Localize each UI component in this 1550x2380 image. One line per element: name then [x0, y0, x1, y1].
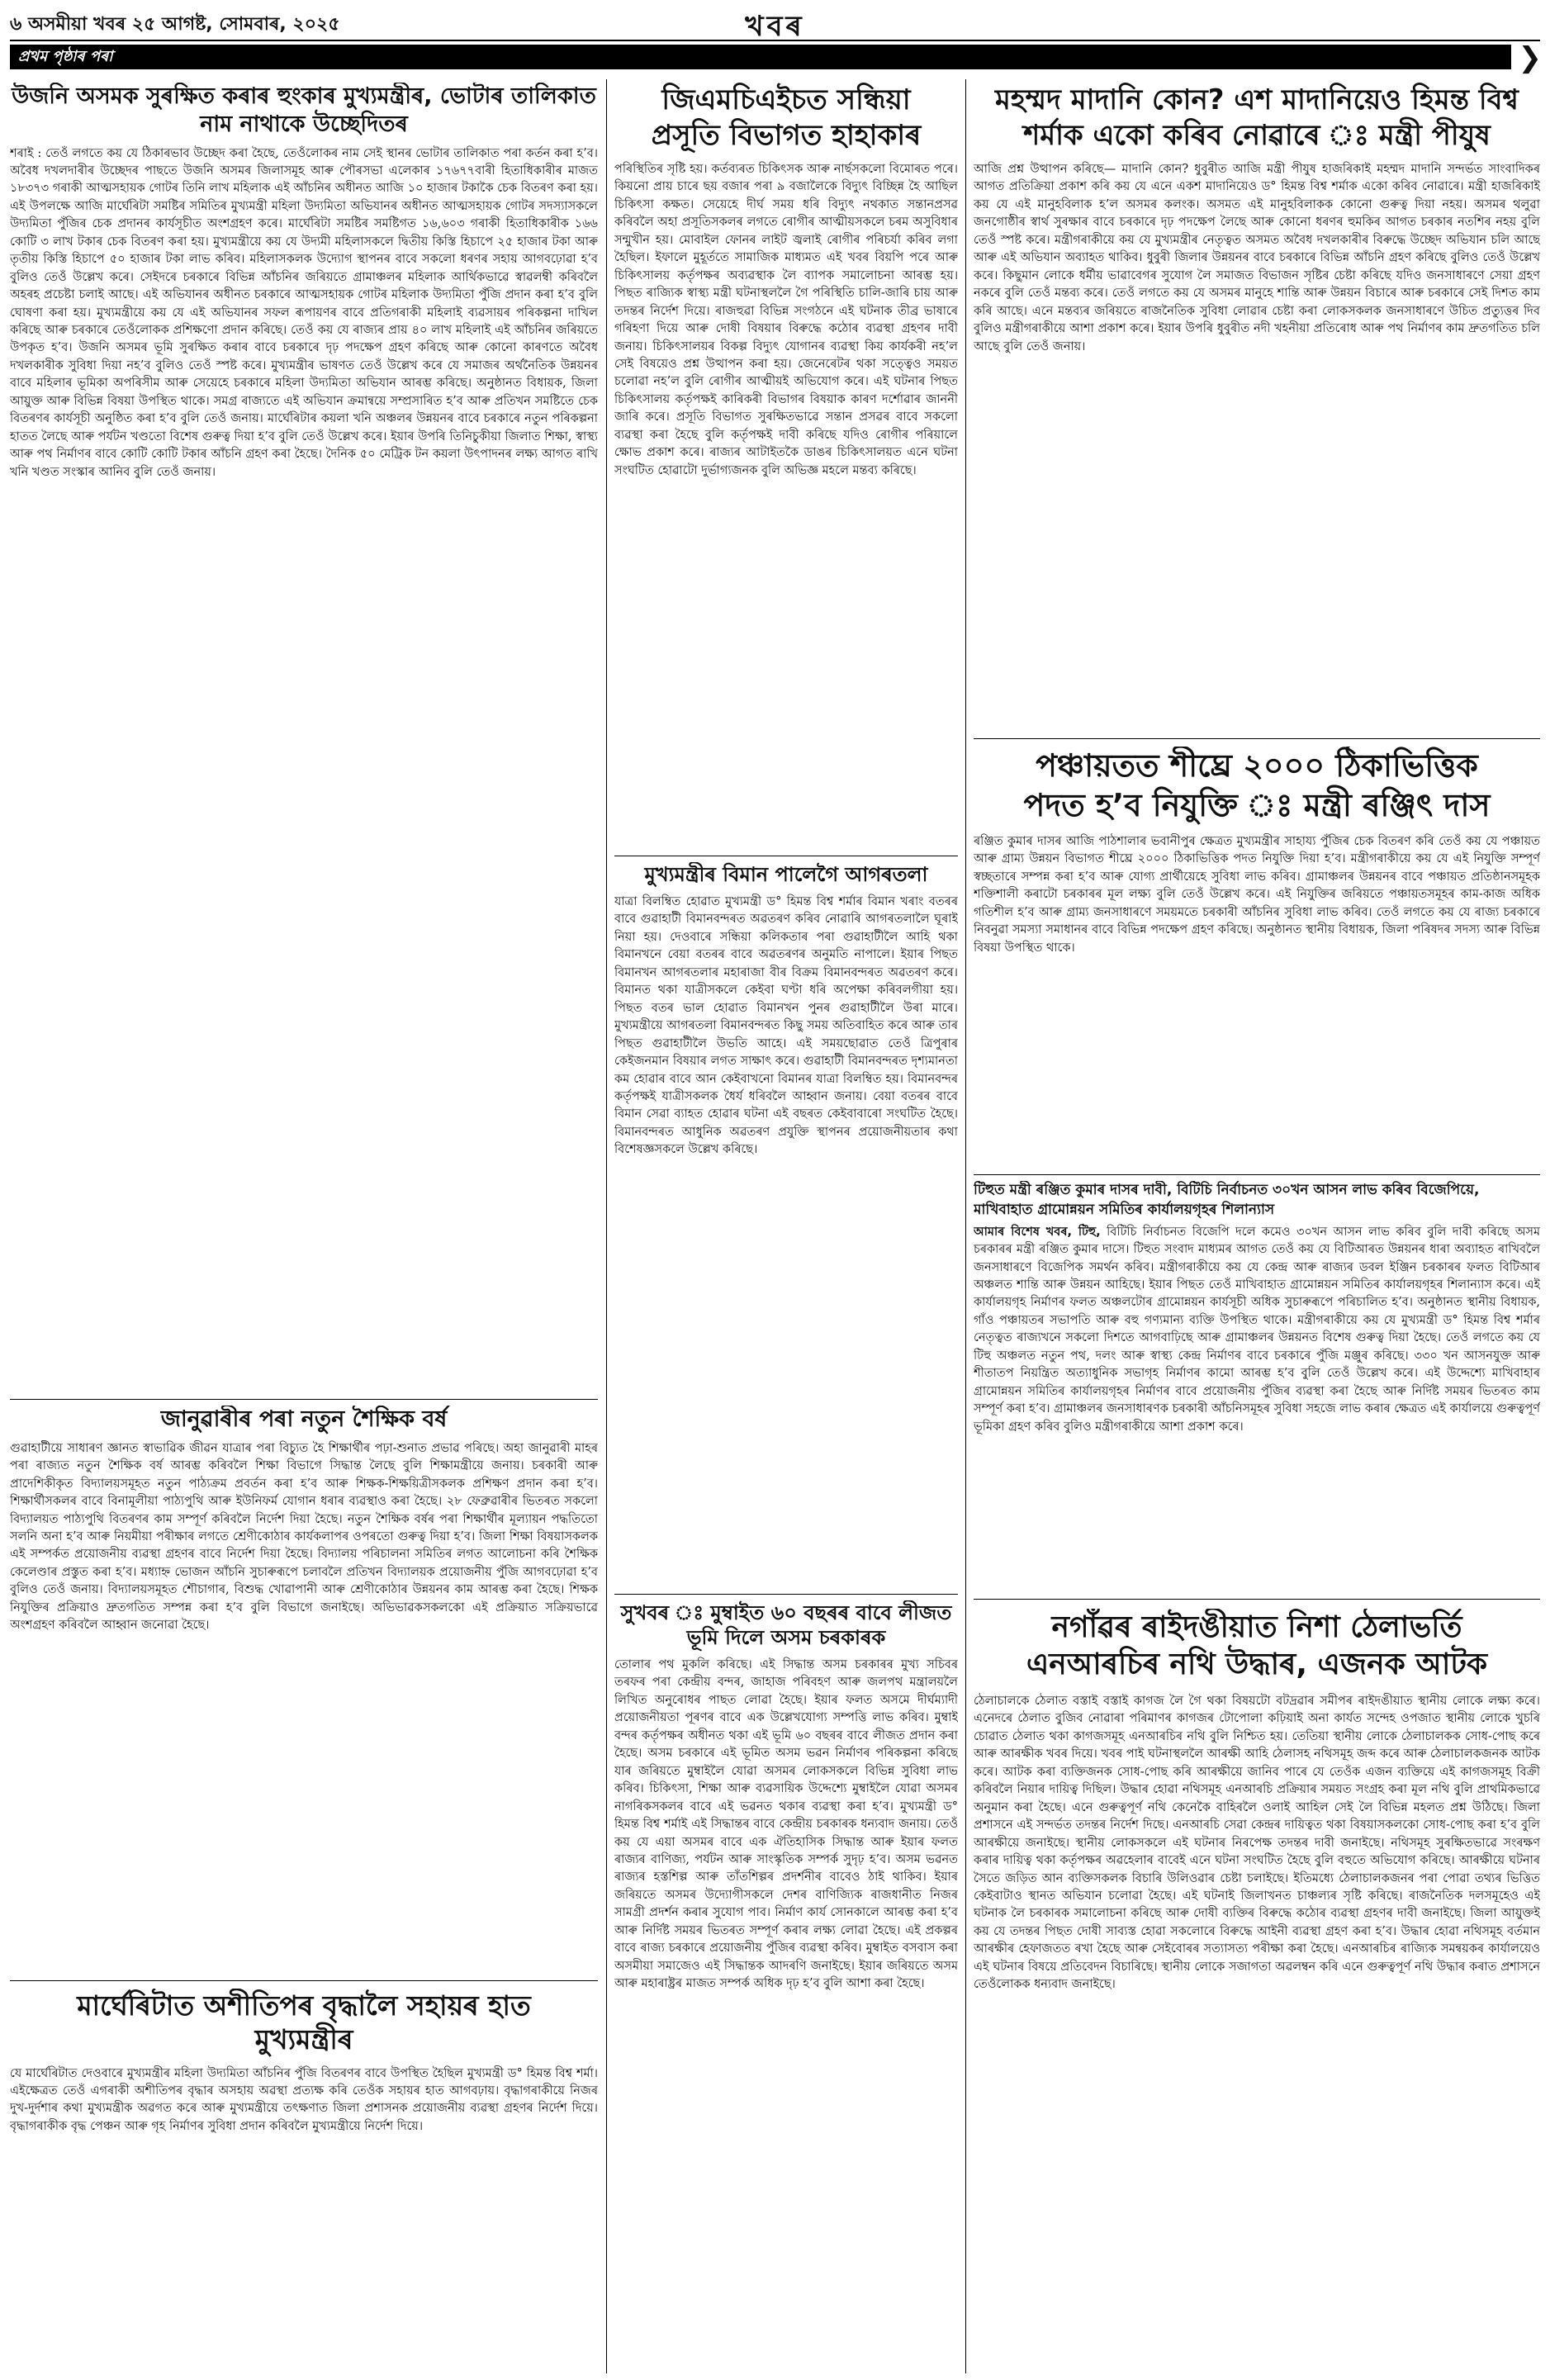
article-body: যে মাৰ্ঘেৰিটাত দেওবাৰে মুখ্যমন্ত্ৰীৰ মহিলা উদ্যমিতা আঁচনিৰ পুঁজি বিতৰণৰ বাবে উপস্থিত হৈছিল মুখ্যমন্ত্ৰী ড° হিমন্ত বিশ্ব শৰ্মা। এইক্ষেত্ৰত তেওঁ এগৰাকী অশীতিপৰ বৃদ্ধাৰ অসহায় অৱস্থা প্ৰত্যক্ষ কৰি তেওঁক সহায়ৰ হাত আগবঢ়ায়। বৃদ্ধাগৰাকীয়ে নিজৰ দুখ-দুৰ্দশাৰ কথা মুখ্যমন্ত্ৰীক অৱগত কৰে আৰু মুখ্যমন্ত্ৰীয়ে তৎক্ষণাত জিলা প্ৰশাসনক প্ৰয়োজনীয় ব্যৱস্থা গ্ৰহণৰ নিৰ্দেশ দিয়ে। বৃদ্ধাগৰাকীক বৃদ্ধ পেঞ্চন আৰু গৃহ নিৰ্মাণৰ সুবিধা প্ৰদান কৰিবলৈ মুখ্যমন্ত্ৰীয়ে নিৰ্দেশ দিয়ে। [10, 2066, 598, 2133]
headline: মহম্মদ মাদানি কোন? এশ মাদানিয়েও হিমন্ত বিশ্ব শৰ্মাক একো কৰিব নোৱাৰে ঃ মন্ত্ৰী পীযুষ [995, 83, 1519, 152]
article-body: বিটিচি নিৰ্বাচনত বিজেপি দলে কমেও ৩০খন আসন লাভ কৰিব বুলি দাবী কৰিছে অসম চৰকাৰৰ মন্ত্ৰী ৰঞ্জিত কুমাৰ দাসে। টিহুত সংবাদ মাধ্যমৰ আগত তেওঁ কয় যে বিটিআৰত উন্নয়নৰ ধাৰা অব্যাহত ৰাখিবলৈ জনসাধাৰণে বিজেপিক সমৰ্থন কৰিব। মন্ত্ৰীগৰাকীয়ে কয় যে কেন্দ্ৰ আৰু ৰাজ্যৰ ডবল ইঞ্জিন চৰকাৰৰ ফলত বিটিআৰ অঞ্চলত শান্তি আৰু উন্নয়ন আহিছে। ইয়াৰ পিছত তেওঁ মাখিবাহাত গ্ৰামোন্নয়ন সমিতিৰ কাৰ্যালয়গৃহৰ শিলান্যাস কৰে। এই কাৰ্যালয়গৃহ নিৰ্মাণৰ ফলত অঞ্চলটোৰ গ্ৰামোন্নয়ন কাৰ্যসূচী অধিক সুচাৰুৰূপে পৰিচালিত হ’ব। অনুষ্ঠানত স্থানীয় বিধায়ক, গাঁও পঞ্চায়তৰ সভাপতি আৰু বহু গণ্যমান্য ব্যক্তি উপস্থিত থাকে। মন্ত্ৰীগৰাকীয়ে কয় যে মুখ্যমন্ত্ৰী ড° হিমন্ত বিশ্ব শৰ্মাৰ নেতৃত্বত ৰাজ্যখনে সকলো দিশতে আগবাঢ়িছে আৰু গ্ৰামাঞ্চলৰ উন্নয়নত বিশেষ গুৰুত্ব দিয়া হৈছে। তেওঁ লগতে কয় যে টিহু অঞ্চলত নতুন পথ, দলং আৰু স্বাস্থ্য কেন্দ্ৰ নিৰ্মাণৰ বাবে চৰকাৰে পুঁজি মঞ্জুৰ কৰিছে। ৩৩০ খন আসনযুক্ত আৰু শীতাতপ নিয়ন্ত্ৰিত অত্যাধুনিক সভাগৃহ নিৰ্মাণৰ কামো আৰম্ভ হ’ব বুলি তেওঁ উল্লেখ কৰে। এই উদ্দেশ্যে মাখিবাহাৰ গ্ৰামোন্নয়ন সমিতিৰ কাৰ্যালয়গৃহৰ নিৰ্মাণৰ বাবে প্ৰয়োজনীয় পুঁজিৰ ব্যৱস্থা কৰা হৈছে আৰু নিৰ্দিষ্ট সময়ৰ ভিতৰত কাম সম্পূৰ্ণ কৰা হ’ব। গ্ৰামাঞ্চলৰ জনসাধাৰণক চৰকাৰী আঁচনিসমূহৰ সুবিধা সহজে লাভ কৰাৰ ক্ষেত্ৰত এই কাৰ্যালয়ে গুৰুত্বপূৰ্ণ ভূমিকা গ্ৰহণ কৰিব বুলিও মন্ত্ৰীগৰাকীয়ে আশা প্ৰকাশ কৰে। [974, 1225, 1540, 1434]
continued-label: প্ৰথম পৃষ্ঠাৰ পৰা [18, 48, 113, 65]
headline: পঞ্চায়তত শীঘ্ৰে ২০০০ ঠিকাভিত্তিক পদত হ’ব নিযুক্তি ঃ মন্ত্ৰী ৰঞ্জিৎ দাস [1023, 747, 1491, 823]
article-school-year [10, 1406, 598, 1975]
column-divider [965, 79, 966, 2373]
page-date-line: ৬ অসমীয়া খবৰ ২৫ আগষ্ট, সোমবাৰ, ২০২৫ [10, 14, 340, 35]
article-divider [614, 1594, 958, 1595]
article-nrc-documents [974, 1609, 1540, 2373]
column-divider [606, 79, 607, 2373]
headline: মাৰ্ঘেৰিটাত অশীতিপৰ বৃদ্ধালৈ সহায়ৰ হাত মুখ্যমন্ত্ৰীৰ [77, 1989, 531, 2056]
article-gmch-maternity [614, 83, 958, 851]
headline: জিএমচিএইচত সন্ধিয়া প্ৰসূতি বিভাগত হাহাকাৰ [651, 83, 922, 152]
headline: সুখবৰ ঃ মুম্বাইত ৬০ বছৰৰ বাবে লীজত ভূমি দিলে অসম চৰকাৰক [620, 1601, 952, 1649]
article-body: গুৱাহাটীয়ে সাধাৰণ জ্ঞানত স্বাভাৱিক জীৱন যাত্ৰাৰ পৰা বিচ্যুত হৈ শিক্ষাৰ্থীৰ পঢ়া-শুনাত প্ৰভাৱ পৰিছে। অহা জানুৱাৰী মাহৰ পৰা ৰাজ্যত নতুন শৈক্ষিক বৰ্ষ আৰম্ভ কৰিবলৈ শিক্ষা বিভাগে সিদ্ধান্ত লৈছে বুলি শিক্ষামন্ত্ৰীয়ে জনায়। চৰকাৰী আৰু প্ৰাদেশিকীকৃত বিদ্যালয়সমূহত নতুন পাঠ্যক্ৰম প্ৰবৰ্তন কৰা হ’ব আৰু শিক্ষক-শিক্ষয়িত্ৰীসকলক প্ৰশিক্ষণ প্ৰদান কৰা হ’ব। শিক্ষাৰ্থীসকলৰ বাবে বিনামূলীয়া পাঠ্যপুথি আৰু ইউনিফৰ্ম যোগান ধৰাৰ ব্যৱস্থাও কৰা হৈছে। ২৮ ফেব্ৰুৱাৰীৰ ভিতৰত সকলো বিদ্যালয়ত পাঠ্যপুথি বিতৰণৰ কাম সম্পূৰ্ণ কৰিবলৈ নিৰ্দেশ দিয়া হৈছে। নতুন শৈক্ষিক বৰ্ষৰ পৰা শিক্ষাৰ্থীৰ মূল্যায়ন পদ্ধতিতো সলনি অনা হ’ব আৰু নিয়মীয়া পৰীক্ষাৰ লগতে শ্ৰেণীকোঠাৰ কাৰ্যকলাপৰ ওপৰতো গুৰুত্ব দিয়া হ’ব। জিলা শিক্ষা বিষয়াসকলক এই সম্পৰ্কত প্ৰয়োজনীয় ব্যৱস্থা গ্ৰহণৰ বাবে নিৰ্দেশ দিয়া হৈছে। বিদ্যালয় পৰিচালনা সমিতিৰ লগত আলোচনা কৰি শৈক্ষিক কেলেণ্ডাৰ প্ৰস্তুত কৰা হ’ব। মধ্যাহ্ন ভোজন আঁচনি সুচাৰুৰূপে চলাবলৈ প্ৰতিখন বিদ্যালয়ক প্ৰয়োজনীয় পুঁজি আগবঢ়োৱা হ’ব বুলিও তেওঁ জনায়। বিদ্যালয়সমূহত শৌচাগাৰ, বিশুদ্ধ খোৱাপানী আৰু শ্ৰেণীকোঠাৰ উন্নয়নৰ কাম আৰম্ভ কৰা হৈছে। শিক্ষক নিযুক্তিৰ প্ৰক্ৰিয়াও দ্ৰুতগতিত সম্পন্ন কৰা হ’ব বুলি বিভাগে জনাইছে। অভিভাৱকসকলকো এই প্ৰক্ৰিয়াত সক্ৰিয়ভাৱে অংশগ্ৰহণ কৰিবলৈ আহ্বান জনোৱা হৈছে। [10, 1441, 598, 1633]
article-divider [974, 738, 1540, 739]
headline: মুখ্যমন্ত্ৰীৰ বিমান পালেগৈ আগৰতলা [644, 863, 928, 886]
article-divider [10, 1980, 598, 1981]
article-divider [974, 1174, 1540, 1175]
article-margherita-elderly [10, 1989, 598, 2373]
article-body: শৰাই : তেওঁ লগতে কয় যে ঠিকাৰভাব উচ্ছেদ কৰা হৈছে, তেওঁলোকৰ নাম সেই স্থানৰ ভোটাৰ তালিকাত পৰা কৰ্তন কৰা হ’ব। অবৈধ দখলদাৰীৰ উচ্ছেদৰ পাছতে উজনি অসমৰ জিলাসমূহ আৰু পৌৰসভা এলেকাৰ ১৭৬৭৭বাৰী হিতাধিকাৰীৰ মাজত ১৮৩৭৩ গৰাকী আত্মসহায়ক গোটৰ তিনি লাখ মহিলাক এই আঁচনিৰ অধীনত আজি ১০ হাজাৰ টকাকৈ চেক বিতৰণ কৰা হয়। এই উপলক্ষে আজি মাৰ্ঘেৰিটা সমষ্টিৰ সমিতিৰ মুখ্যমন্ত্ৰী মহিলা উদ্যমিতা অভিযানৰ অধীনত আত্মসহায়ক গোটৰ সদস্যাসকলে উদ্যমিতা পুঁজিৰ চেক প্ৰদানৰ কাৰ্যসূচীত অংশগ্ৰহণ কৰে। মাৰ্ঘেৰিটা সমষ্টিৰ সমষ্টিগত ১৬,৬০৩ গৰাকী হিতাধিকাৰীক ১৬৬ কোটি ৩ লাখ টকাৰ চেক বিতৰণ কৰা হয়। মুখ্যমন্ত্ৰীয়ে কয় যে উদ্যমী মহিলাসকলে দ্বিতীয় কিস্তি হিচাপে ২৫ হাজাৰ টকা আৰু তৃতীয় কিস্তি হিচাপে ৫০ হাজাৰ টকা লাভ কৰিব। মহিলাসকলক উদ্যোগ স্থাপনৰ বাবে সকলো ধৰণৰ সহায় আগবঢ়োৱা হ’ব বুলিও তেওঁ উল্লেখ কৰে। সেইদৰে চৰকাৰে বিভিন্ন আঁচনিৰ জৰিয়তে গ্ৰামাঞ্চলৰ মহিলাক আৰ্থিকভাৱে স্বাৱলম্বী কৰিবলৈ অহৰহ প্ৰচেষ্টা চলাই আছে। এই অভিযানৰ অধীনত চৰকাৰে আত্মসহায়ক গোটৰ মহিলাক উদ্যমিতা পুঁজি প্ৰদান কৰা হ’ব বুলি ঘোষণা কৰা হয়। মুখ্যমন্ত্ৰীয়ে কয় যে এই অভিযানৰ সফল ৰূপায়ণৰ বাবে প্ৰতিগৰাকী মহিলাই ব্যৱসায়ৰ পৰিকল্পনা দাখিল কৰিছে আৰু চৰকাৰে তেওঁলোকক প্ৰশিক্ষণো প্ৰদান কৰিছে। তেওঁ কয় যে ৰাজ্যৰ প্ৰায় ৪০ লাখ মহিলাই এই আঁচনিৰ জৰিয়তে উপকৃত হ’ব। উজনি অসমৰ ভূমি সুৰক্ষিত কৰাৰ বাবে চৰকাৰে দৃঢ় পদক্ষেপ গ্ৰহণ কৰিছে আৰু কোনো কাৰণতে অবৈধ দখলকাৰীক সুবিধা দিয়া নহ’ব বুলিও তেওঁ স্পষ্ট কৰে। মুখ্যমন্ত্ৰীৰ ভাষণত তেওঁ উল্লেখ কৰে যে সমাজৰ অৰ্থনৈতিক উন্নয়নৰ বাবে মহিলাৰ ভূমিকা অপৰিসীম আৰু সেয়েহে চৰকাৰে মহিলা উদ্যমিতা অভিযান আৰম্ভ কৰিছে। অনুষ্ঠানত বিধায়ক, জিলা আয়ুক্ত আৰু বিভিন্ন বিষয়া উপস্থিত থাকে। সমগ্ৰ ৰাজ্যতে এই অভিযান ক্ৰমান্বয়ে সম্প্ৰসাৰিত হ’ব আৰু প্ৰতিখন সমষ্টিতে চেক বিতৰণৰ কাৰ্যসূচী অনুষ্ঠিত কৰা হ’ব বুলি তেওঁ জনায়। মাৰ্ঘেৰিটাৰ কয়লা খনি অঞ্চলৰ উন্নয়নৰ বাবে চৰকাৰে নতুন পৰিকল্পনা হাতত লৈছে আৰু পৰ্যটন খণ্ডতো বিশেষ গুৰুত্ব দিয়া হ’ব বুলি তেওঁ উল্লেখ কৰে। ইয়াৰ উপৰি তিনিচুকীয়া জিলাত শিক্ষা, স্বাস্থ্য আৰু পথ নিৰ্মাণৰ বাবে কোটি কোটি টকাৰ আঁচনি গ্ৰহণ কৰা হৈছে। দৈনিক ৫০ মেট্ৰিক টন কয়লা উৎপাদনৰ লক্ষ্য আগত ৰাখি খনি খণ্ডত সংস্কাৰ আনিব বুলি তেওঁ জনায়। [10, 146, 598, 479]
section-title: খবৰ [745, 10, 805, 43]
article-mumbai-land [614, 1600, 958, 2373]
article-body: আজি প্ৰশ্ন উত্থাপন কৰিছে— মাদানি কোন? ধুবুৰীত আজি মন্ত্ৰী পীযুষ হাজৰিকাই মহম্মদ মাদানি সন্দৰ্ভত সাংবাদিকৰ আগত প্ৰতিক্ৰিয়া প্ৰকাশ কৰি কয় যে এনে একশ মাদানিয়েও ড° হিমন্ত বিশ্ব শৰ্মাক একো কৰিব নোৱাৰে। মন্ত্ৰী হাজৰিকাই কয় যে এই মানুহবিলাক হ’ল অসমৰ কলংক। অসমত এই মানুহবিলাকক কোনো গুৰুত্ব দিয়া নহয়। অসমৰ থলুৱা জনগোষ্ঠীৰ স্বাৰ্থ সুৰক্ষাৰ বাবে চৰকাৰে দৃঢ় পদক্ষেপ লৈছে আৰু কোনো ধৰণৰ হুমকিৰ আগত চৰকাৰ নতশিৰ নহয় বুলি তেওঁ স্পষ্ট কৰে। মন্ত্ৰীগৰাকীয়ে কয় যে মুখ্যমন্ত্ৰীৰ নেতৃত্বত অসমত অবৈধ দখলকাৰীৰ বিৰুদ্ধে উচ্ছেদ অভিযান চলি আছে আৰু এই অভিযান অব্যাহত থাকিব। ধুবুৰী জিলাৰ উন্নয়নৰ বাবে চৰকাৰে বিভিন্ন আঁচনি গ্ৰহণ কৰিছে বুলিও তেওঁ উল্লেখ কৰে। কিছুমান লোকে ধৰ্মীয় ভাৱাবেগৰ সুযোগ লৈ সমাজত বিভাজন সৃষ্টিৰ চেষ্টা কৰিছে যদিও জনসাধাৰণে সেয়া গ্ৰহণ নকৰে বুলি তেওঁ মন্তব্য কৰে। তেওঁ লগতে কয় যে অসমৰ মানুহে শান্তি আৰু উন্নয়ন বিচাৰে আৰু চৰকাৰে সেই দিশত কাম কৰি আছে। এনে মন্তব্যৰ জৰিয়তে ৰাজনৈতিক সুবিধা লোৱাৰ চেষ্টা কৰা লোকসকলক জনসাধাৰণে উচিত প্ৰত্যুত্তৰ দিব বুলিও মন্ত্ৰীগৰাকীয়ে আশা প্ৰকাশ কৰে। ইয়াৰ উপৰি ধুবুৰীত নদী খহনীয়া প্ৰতিৰোধ আৰু পথ নিৰ্মাণৰ কাম দ্ৰুতগতিত চলি আছে বুলি তেওঁ জনায়। [974, 163, 1540, 353]
headline: জানুৱাৰীৰ পৰা নতুন শৈক্ষিক বৰ্ষ [160, 1406, 448, 1432]
byline: আমাৰ বিশেষ খবৰ, টিহু, [974, 1225, 1101, 1239]
continued-from-front-bar [10, 45, 1511, 69]
corner-arrow-icon: ❯ [1518, 41, 1542, 74]
article-body: তোলাৰ পথ মুকলি কৰিছে। এই সিদ্ধান্ত অসম চৰকাৰৰ মুখ্য সচিবৰ তৰফৰ পৰা কেন্দ্ৰীয় বন্দৰ, জাহাজ পৰিবহণ আৰু জলপথ মন্ত্ৰালয়লৈ লিখিত অনুৰোধৰ পাছত লোৱা হৈছে। ইয়াৰ ফলত অসমে দীৰ্ঘম্যাদী প্ৰয়োজনীয়তা পূৰণৰ বাবে এক উল্লেখযোগ্য সম্পত্তি লাভ কৰিব। মুম্বাই বন্দৰ কৰ্তৃপক্ষৰ অধীনত থকা এই ভূমি ৬০ বছৰৰ বাবে লীজত প্ৰদান কৰা হৈছে। অসম চৰকাৰে এই ভূমিত অসম ভৱন নিৰ্মাণৰ পৰিকল্পনা কৰিছে যাৰ জৰিয়তে মুম্বাইলৈ যোৱা অসমৰ লোকসকলে বিভিন্ন সুবিধা লাভ কৰিব। চিকিৎসা, শিক্ষা আৰু ব্যৱসায়িক উদ্দেশ্যে মুম্বাইলৈ যোৱা অসমৰ নাগৰিকসকলৰ বাবে এই ভৱনত থকাৰ ব্যৱস্থা কৰা হ’ব। মুখ্যমন্ত্ৰী ড° হিমন্ত বিশ্ব শৰ্মাই এই সিদ্ধান্তৰ বাবে কেন্দ্ৰীয় চৰকাৰক ধন্যবাদ জনায়। তেওঁ কয় যে এয়া অসমৰ বাবে এক ঐতিহাসিক সিদ্ধান্ত আৰু ইয়াৰ ফলত ৰাজ্যৰ বাণিজ্য, পৰ্যটন আৰু সাংস্কৃতিক সম্পৰ্ক সুদৃঢ় হ’ব। অসম ভৱনত ৰাজ্যৰ হস্তশিল্প আৰু তাঁতশিল্পৰ প্ৰদৰ্শনীৰ বাবেও ঠাই থাকিব। ইয়াৰ জৰিয়তে অসমৰ উদ্যোগীসকলে দেশৰ বাণিজ্যিক ৰাজধানীত নিজৰ সামগ্ৰী প্ৰদৰ্শন কৰাৰ সুযোগ পাব। নিৰ্মাণ কাৰ্য সোনকালে আৰম্ভ কৰা হ’ব আৰু নিৰ্দিষ্ট সময়ৰ ভিতৰত সম্পূৰ্ণ কৰাৰ লক্ষ্য লোৱা হৈছে। এই প্ৰকল্পৰ বাবে ৰাজ্য চৰকাৰে প্ৰয়োজনীয় পুঁজিৰ ব্যৱস্থা কৰিব। মুম্বাইত বসবাস কৰা অসমীয়া সমাজেও এই সিদ্ধান্তক আদৰণি জনাইছে। ইয়াৰ জৰিয়তে অসম আৰু মহাৰাষ্ট্ৰৰ মাজত সম্পৰ্ক অধিক দৃঢ় হ’ব বুলি আশা কৰা হৈছে। [614, 1658, 958, 1991]
article-body: ৰঞ্জিত কুমাৰ দাসৰ আজি পাঠশালাৰ ভবানীপুৰ ক্ষেত্ৰত মুখ্যমন্ত্ৰীৰ সাহায্য পুঁজিৰ চেক বিতৰণ কৰি তেওঁ কয় যে পঞ্চায়ত আৰু গ্ৰাম্য উন্নয়ন বিভাগত শীঘ্ৰে ২০০০ ঠিকাভিত্তিক পদত নিযুক্তি দিয়া হ’ব। মন্ত্ৰীগৰাকীয়ে কয় যে এই নিযুক্তি সম্পূৰ্ণ স্বচ্ছতাৰে সম্পন্ন কৰা হ’ব আৰু যোগ্য প্ৰাৰ্থীয়েহে সুবিধা লাভ কৰিব। গ্ৰামাঞ্চলৰ উন্নয়নৰ বাবে পঞ্চায়ত প্ৰতিষ্ঠানসমূহক শক্তিশালী কৰাটো চৰকাৰৰ মূল লক্ষ্য বুলি তেওঁ উল্লেখ কৰে। এই নিযুক্তিৰ জৰিয়তে পঞ্চায়তসমূহৰ কাম-কাজ অধিক গতিশীল হ’ব আৰু গ্ৰাম্য জনসাধাৰণে সময়মতে চৰকাৰী আঁচনিৰ সুবিধা লাভ কৰিব। তেওঁ লগতে কয় যে ৰাজ্য চৰকাৰে নিবনুৱা সমস্যা সমাধানৰ বাবে বিভিন্ন পদক্ষেপ গ্ৰহণ কৰিছে। অনুষ্ঠানত স্থানীয় বিধায়ক, জিলা পৰিষদৰ সদস্য আৰু বিভিন্ন বিষয়া উপস্থিত থাকে। [974, 835, 1540, 955]
headline: উজনি অসমক সুৰক্ষিত কৰাৰ হুংকাৰ মুখ্যমন্ত্ৰীৰ, ভোটাৰ তালিকাত নাম নাথাকে উচ্ছেদিতৰ [12, 83, 596, 137]
article-madani [974, 83, 1540, 733]
article-left-top [10, 83, 598, 1394]
article-body: পৰিস্থিতিৰ সৃষ্টি হয়। কৰ্তব্যৰত চিকিৎসক আৰু নাৰ্ছসকলো বিমোৰত পৰে। কিয়নো প্ৰায় চাৰে ছয় বজাৰ পৰা ৯ বজালৈকে বিদ্যুৎ বিচ্ছিন্ন হৈ আছিল চিকিৎসা কক্ষত। সেয়েহে দীৰ্ঘ সময় ধৰি বিদ্যুৎ নথকাত সন্তানপ্ৰসৱ কৰিবলৈ অহা প্ৰসূতিসকলৰ লগতে ৰোগীৰ আত্মীয়সকলে চৰম অসুবিধাৰ সন্মুখীন হয়। মোবাইল ফোনৰ লাইট জ্বলাই ৰোগীৰ পৰিচৰ্যা কৰিব লগা হৈছিল। ইফালে মুহূৰ্ততে সামাজিক মাধ্যমত এই খবৰ বিয়পি পৰে আৰু চিকিৎসালয় কৰ্তৃপক্ষৰ অব্যৱস্থাক লৈ ব্যাপক সমালোচনা আৰম্ভ হয়। পিছত ৰাজ্যিক স্বাস্থ্য মন্ত্ৰী ঘটনাস্থললৈ গৈ পৰিস্থিতি চালি-জাৰি চায় আৰু তদন্তৰ নিৰ্দেশ দিয়ে। ৰাজহুৱা বিভিন্ন সংগঠনে এই ঘটনাক তীব্ৰ ভাষাৰে গৰিহণা দিয়ে আৰু দোষী বিষয়াৰ বিৰুদ্ধে কঠোৰ ব্যৱস্থা গ্ৰহণৰ দাবী জনায়। চিকিৎসালয়ৰ বিকল্প বিদ্যুৎ যোগানৰ ব্যৱস্থা কিয় কাৰ্যকৰী নহ’ল সেই বিষয়েও প্ৰশ্ন উত্থাপন কৰা হয়। জেনেৰেটৰ থকা সত্ত্বেও সময়ত চলোৱা নহ’ল বুলি ৰোগীৰ আত্মীয়ই অভিযোগ কৰে। এই ঘটনাৰ পিছত চিকিৎসালয় কৰ্তৃপক্ষই কাৰিকৰী বিভাগৰ বিষয়াক কাৰণ দৰ্শোৱাৰ জাননী জাৰি কৰে। প্ৰসূতি বিভাগত সুৰক্ষিতভাৱে সন্তান প্ৰসৱৰ বাবে সকলো ব্যৱস্থা কৰা হৈছে বুলি কৰ্তৃপক্ষই দাবী কৰিছে যদিও ৰোগীৰ পৰিয়ালে ক্ষোভ প্ৰকাশ কৰে। ৰাজ্যৰ আটাইতকৈ ডাঙৰ চিকিৎসালয়ত এনে ঘটনা সংঘটিত হোৱাটো দুৰ্ভাগ্যজনক বুলি অভিজ্ঞ মহলে মন্তব্য কৰিছে। [614, 163, 958, 477]
headline: নগাঁৱৰ ৰাইদঙীয়াত নিশা ঠেলাভৰ্তি এনআৰচিৰ নথি উদ্ধাৰ, এজনক আটক [1026, 1610, 1488, 1681]
masthead [10, 5, 1540, 41]
article-cm-flight [614, 862, 958, 1589]
article-panchayat-posts [974, 747, 1540, 1169]
article-body: ঠেলাচালকে ঠেলাত বস্তাই বস্তাই কাগজ লৈ গৈ থকা বিষয়টো বটদ্ৰৱাৰ সমীপৰ ৰাইদঙীয়াত স্থানীয় লোকে লক্ষ্য কৰে। এনেদৰে ঠেলাত বুজিব নোৱাৰা পৰিমাণৰ কাগজৰ টোপোলা কঢ়িয়াই অনা কাৰ্যত সন্দেহ ওপজাত স্থানীয় লোকে খুচৰি চোৱাত ঠেলাত থকা কাগজসমূহ এনআৰচিৰ নথি বুলি নিশ্চিত হয়। তেতিয়া স্থানীয় লোকে ঠেলাচালকক সোধ-পোছ কৰে আৰু আৰক্ষীক খবৰ দিয়ে। খবৰ পাই ঘটনাস্থললৈ আৰক্ষী আহি ঠেলাসহ নথিসমূহ জব্দ কৰে আৰু ঠেলাচালকজনক আটক কৰে। আটক কৰা ব্যক্তিজনক সোধ-পোছ কৰি আৰক্ষীয়ে জানিব পাৰে যে তেওঁক এজন ব্যক্তিয়ে এই কাগজসমূহ বিক্ৰী কৰিবলৈ নিয়াৰ দায়িত্ব দিছিল। উদ্ধাৰ হোৱা নথিসমূহ এনআৰচি প্ৰক্ৰিয়াৰ সময়ত সংগ্ৰহ কৰা মূল নথি বুলি প্ৰাথমিকভাৱে অনুমান কৰা হৈছে। এনে গুৰুত্বপূৰ্ণ নথি কেনেকৈ বাহিৰলৈ ওলাই আহিল সেই লৈ বিভিন্ন মহলত প্ৰশ্ন উঠিছে। জিলা প্ৰশাসনে এই সন্দৰ্ভত তদন্তৰ নিৰ্দেশ দিছে। এনআৰচি সেৱা কেন্দ্ৰৰ দায়িত্বত থকা বিষয়াসকলকো সোধ-পোছ কৰা হ’ব বুলি আৰক্ষীয়ে জনাইছে। স্থানীয় লোকসকলে এই ঘটনাৰ নিৰপেক্ষ তদন্তৰ দাবী জনাইছে। নথিসমূহ সুৰক্ষিতভাৱে সংৰক্ষণ কৰাৰ দায়িত্ব থকা কৰ্তৃপক্ষৰ অৱহেলাৰ বাবেই এনে ঘটনা সংঘটিত হৈছে বুলি বহুতে অভিযোগ কৰিছে। আৰক্ষীয়ে ঘটনাৰ সৈতে জড়িত আন ব্যক্তিসকলক বিচাৰি উলিওৱাৰ চেষ্টা চলাইছে। ইতিমধ্যে ঠেলাচালকজনৰ পৰা পোৱা তথ্যৰ ভিত্তিত কেইবাটাও স্থানত অভিযান চলোৱা হৈছে। এই ঘটনাই জিলাখনত চাঞ্চল্যৰ সৃষ্টি কৰিছে। ৰাজনৈতিক দলসমূহেও এই ঘটনাক লৈ চৰকাৰক সমালোচনা কৰিছে আৰু দোষী ব্যক্তিৰ বিৰুদ্ধে কঠোৰ ব্যৱস্থা গ্ৰহণৰ দাবী জনাইছে। জিলা আয়ুক্তই কয় যে তদন্তৰ পিছত দোষী সাব্যস্ত হোৱা সকলোৰে বিৰুদ্ধে আইনী ব্যৱস্থা গ্ৰহণ কৰা হ’ব। উদ্ধাৰ হোৱা নথিসমূহ বৰ্তমান আৰক্ষীৰ হেফাজতত ৰখা হৈছে আৰু সেইবোৰৰ সত্যাসত্য পৰীক্ষা কৰা হৈছে। এনআৰচিৰ ৰাজ্যিক সমন্বয়কৰ কাৰ্যালয়েও এই ঘটনাৰ বিষয়ে প্ৰতিবেদন বিচাৰিছে। স্থানীয় লোকে সজাগতা অৱলম্বন কৰি এনে গুৰুত্বপূৰ্ণ নথি উদ্ধাৰ কৰাত প্ৰশাসনে তেওঁলোকক ধন্যবাদ জনাইছে। [974, 1695, 1540, 1992]
kicker-headline: টিহুত মন্ত্ৰী ৰঞ্জিত কুমাৰ দাসৰ দাবী, বিটিচি নিৰ্বাচনত ৩০খন আসন লাভ কৰিব বিজেপিয়ে, মাখিবাহাত গ্ৰামোন্নয়ন সমিতিৰ কাৰ্যালয়গৃহৰ শিলান্যাস [974, 1182, 1480, 1218]
article-btc-election [974, 1181, 1540, 1594]
article-divider [10, 1399, 598, 1400]
article-body: যাত্ৰা বিলম্বিত হোৱাত মুখ্যমন্ত্ৰী ড° হিমন্ত বিশ্ব শৰ্মাৰ বিমান খৰাং বতৰৰ বাবে গুৱাহাটী বিমানবন্দৰত অৱতৰণ কৰিব নোৱাৰি আগৰতলালৈ ঘূৰাই নিয়া হয়। দেওবাৰে সন্ধিয়া কলিকতাৰ পৰা গুৱাহাটীলৈ আহি থকা বিমানখনে বেয়া বতৰৰ বাবে অৱতৰণৰ অনুমতি নাপালে। ইয়াৰ পিছত বিমানখন আগৰতলাৰ মহাৰাজা বীৰ বিক্ৰম বিমানবন্দৰত অৱতৰণ কৰে। বিমানত থকা যাত্ৰীসকলে কেইবা ঘণ্টা ধৰি অপেক্ষা কৰিবলগীয়া হয়। পিছত বতৰ ভাল হোৱাত বিমানখন পুনৰ গুৱাহাটীলৈ উৰা মাৰে। মুখ্যমন্ত্ৰীয়ে আগৰতলা বিমানবন্দৰত কিছু সময় অতিবাহিত কৰে আৰু তাৰ পিছত গুৱাহাটীলৈ উভতি আহে। এই সময়ছোৱাত তেওঁ ত্ৰিপুৰাৰ কেইজনমান বিষয়াৰ লগত সাক্ষাৎ কৰে। গুৱাহাটী বিমানবন্দৰত দৃশ্যমানতা কম হোৱাৰ বাবে আন কেইবাখনো বিমানৰ যাত্ৰা বিলম্বিত হয়। বিমানবন্দৰ কৰ্তৃপক্ষই যাত্ৰীসকলক ধৈৰ্য ধৰিবলৈ আহ্বান জনায়। বেয়া বতৰৰ বাবে বিমান সেৱা ব্যাহত হোৱাৰ ঘটনা এই বছৰত কেইবাবাৰো সংঘটিত হৈছে। বিমানবন্দৰত আধুনিক অৱতৰণ প্ৰযুক্তি স্থাপনৰ প্ৰয়োজনীয়তাৰ কথা বিশেষজ্ঞসকলে উল্লেখ কৰিছে। [614, 895, 958, 1157]
article-divider [974, 1599, 1540, 1600]
